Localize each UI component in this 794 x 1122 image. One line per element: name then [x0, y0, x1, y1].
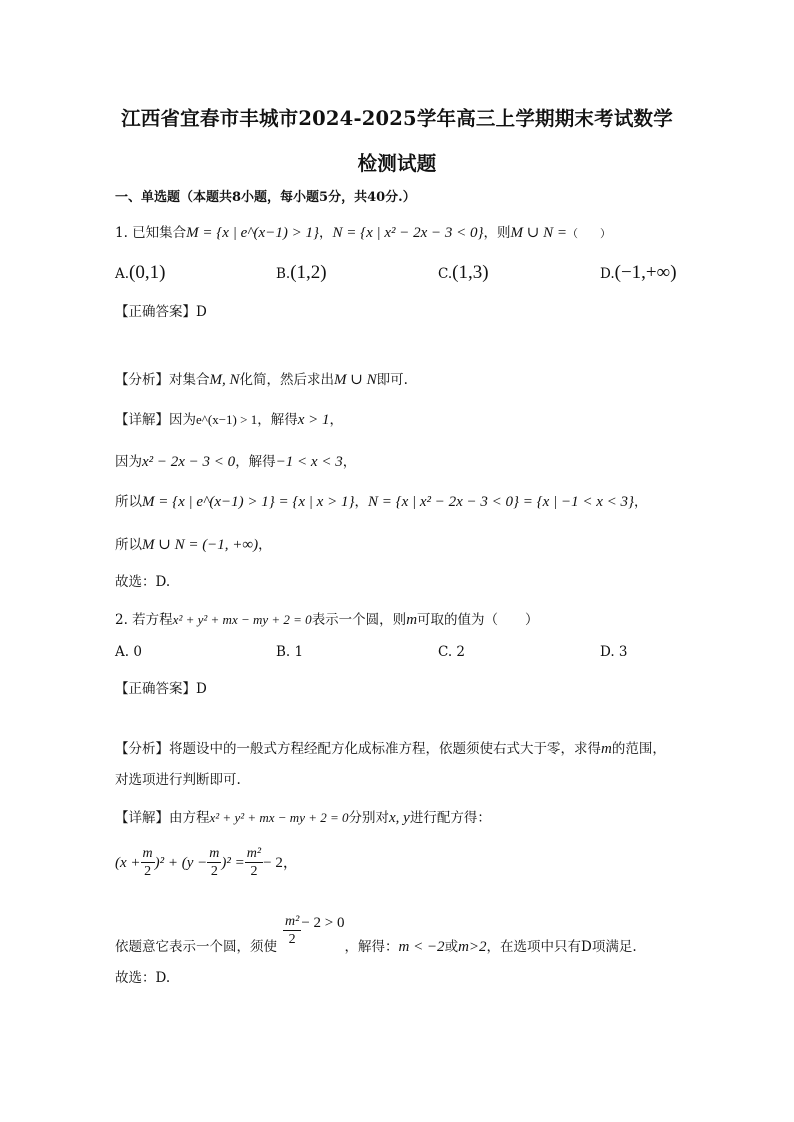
section-heading: 一、单选题（本题共8小题，每小题5分，共40分.）	[115, 190, 416, 205]
set-n-definition: N = {x | x² − 2x − 3 < 0}	[332, 225, 484, 241]
circle-equation: x² + y² + mx − my + 2 = 0	[172, 612, 312, 627]
q2-condition: 依题意它表示一个圆，须使 $\frac{\text{m²}}{2}$ − 2 > 0，解得：m < −2或m>2，在选项中只有D项满足.	[115, 914, 637, 955]
q2-analysis: 【分析】将题设中的一般式方程经配方化成标准方程，依题须使右式大于零，求得m的范围，	[115, 741, 666, 757]
question-1-prefix: 1. 已知集合	[115, 225, 187, 241]
q1-conclusion: 故选：D.	[115, 574, 171, 590]
q2-option-a: A. 0	[115, 644, 142, 660]
document-title-line2: 检测试题	[357, 152, 437, 175]
q1-option-d: D.(−1,+∞)	[600, 262, 677, 283]
question-1-ask: ，则	[483, 225, 511, 241]
question-1-stem	[115, 221, 611, 242]
answer-blank: （ ）	[567, 227, 611, 240]
q2-option-d: D. 3	[600, 644, 628, 660]
q2-conclusion: 故选：D.	[115, 970, 171, 986]
q1-answer: 【正确答案】D	[115, 304, 207, 320]
set-m-definition: M = {x | e^(x−1) > 1}	[186, 225, 319, 241]
q1-analysis: 【分析】对集合M, N化简，然后求出M ∪ N即可.	[115, 372, 408, 388]
q1-step-2: 因为x² − 2x − 3 < 0，解得−1 < x < 3，	[115, 454, 357, 470]
question-2-stem: 2. 若方程x² + y² + mx − my + 2 = 0表示一个圆，则m可取的值为（ ）	[115, 612, 539, 628]
document-title: 江西省宜春市丰城市2024-2025学年高三上学期期末考试数学	[121, 107, 673, 130]
q1-option-c: C.(1,3)	[438, 262, 489, 283]
separator: ，	[318, 225, 333, 241]
q2-answer: 【正确答案】D	[115, 681, 207, 697]
q2-detail: 【详解】由方程x² + y² + mx − my + 2 = 0分别对x, y进行配方得：	[115, 810, 491, 826]
q1-detail: 【详解】因为e^(x−1) > 1，解得x > 1，	[115, 412, 343, 428]
q1-option-a: A.(0,1)	[115, 262, 166, 283]
q1-step-3: 所以M = {x | e^(x−1) > 1} = {x | x > 1}，N = {x | x² − 2x − 3 < 0} = {x | −1 < x < 3}，	[115, 494, 648, 510]
q2-option-b: B. 1	[276, 644, 304, 660]
union-expression: M ∪ N =	[510, 225, 567, 241]
q1-step-4: 所以M ∪ N = (−1, +∞)，	[115, 537, 272, 553]
q2-analysis-line2: 对选项进行判断即可.	[115, 772, 241, 788]
q2-option-c: C. 2	[438, 644, 466, 660]
q1-option-b: B.(1,2)	[276, 262, 327, 283]
completed-square-equation: (x + $\frac{m}{2}$ )² + (y − $\frac{m}{2}$ )² = $\frac{\text{m²}}{2}$ − 2，	[115, 846, 298, 879]
